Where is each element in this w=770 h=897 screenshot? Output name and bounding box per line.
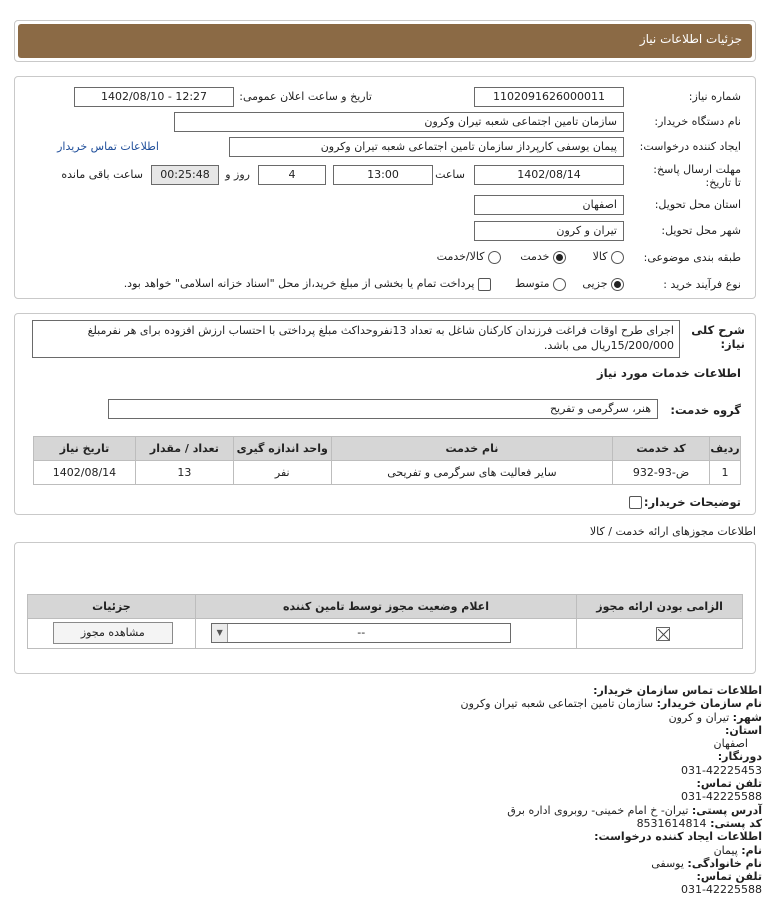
- need-number-label: شماره نیاز:: [688, 90, 741, 103]
- creator-family-label: نام خانوادگی:: [687, 856, 762, 870]
- contact-info: [2, 684, 762, 897]
- purchase-type-minor[interactable]: جزیی: [582, 277, 624, 291]
- buyer-org-field: سازمان تامین اجتماعی شعبه تیران وکرون: [174, 112, 624, 132]
- disabled-checkbox-icon: [656, 627, 670, 641]
- announce-datetime-field: 1402/08/10 - 12:27: [74, 87, 234, 107]
- category-option-service[interactable]: خدمت: [520, 250, 566, 264]
- buyer-postal: 8531614814: [636, 816, 707, 830]
- items-table: [33, 436, 741, 485]
- treasury-payment-option[interactable]: پرداخت تمام یا بخشی از مبلغ خرید،از محل "اسناد خزانه اسلامی" خواهد بود.: [124, 277, 491, 291]
- remaining-time-label: ساعت باقی مانده: [61, 168, 143, 181]
- view-permit-button[interactable]: مشاهده مجوز: [53, 622, 173, 644]
- buyer-org-name-label: نام سازمان خریدار:: [656, 697, 762, 711]
- buyer-org-name: سازمان تامین اجتماعی شعبه تیران وکرون: [460, 697, 654, 711]
- radio-icon: [553, 278, 566, 291]
- creator-family: یوسفی: [651, 856, 684, 870]
- summary-text-field: اجرای طرح اوقات فراغت فرزندان کارکنان شاغل به تعداد 13نفروحداکث مبلغ پرداختی با احتساب ارزش افزوده برای هر نفرمبلغ 15/200/000ریال می باشد.: [32, 320, 680, 358]
- column-header: نام خدمت: [331, 437, 612, 461]
- column-header: تعداد / مقدار: [135, 437, 233, 461]
- city-label: شهر محل تحویل:: [661, 224, 741, 237]
- services-section-title: اطلاعات خدمات مورد نیاز: [597, 366, 741, 380]
- checkbox-icon: [478, 278, 491, 291]
- requester-field: پیمان یوسفی کارپرداز سازمان تامین اجتماعی شعبه تیران وکرون: [229, 137, 624, 157]
- permits-table: [27, 594, 743, 649]
- deadline-time-label: ساعت: [435, 168, 465, 181]
- buyer-notes-checkbox[interactable]: [629, 496, 642, 509]
- requester-label: ایجاد کننده درخواست:: [639, 140, 741, 153]
- creator-name: پیمان: [713, 843, 738, 857]
- permits-table-header: [28, 595, 743, 619]
- purchase-type-label: نوع فرآیند خرید :: [663, 278, 741, 291]
- column-header: الزامی بودن ارائه مجوز: [577, 595, 743, 619]
- category-option-goods-service[interactable]: کالا/خدمت: [437, 250, 501, 264]
- creator-phone: 031-42225588: [681, 883, 762, 897]
- city-field: تیران و کرون: [474, 221, 624, 241]
- buyer-province-label: استان:: [725, 723, 762, 737]
- items-table-header: [34, 437, 741, 461]
- table-cell: نفر: [233, 461, 331, 485]
- buyer-postal-label: کد پستی:: [710, 816, 762, 830]
- permit-status-select[interactable]: -- ▼: [211, 623, 511, 643]
- buyer-phone-label: تلفن تماس:: [696, 777, 762, 791]
- deadline-label: مهلت ارسال پاسخ: تا تاریخ:: [653, 163, 741, 189]
- buyer-address: تیران- خ امام خمینی- روبروی اداره برق: [507, 803, 689, 817]
- need-info-panel: [14, 76, 756, 299]
- buyer-org-label: نام دستگاه خریدار:: [654, 115, 741, 128]
- category-option-goods[interactable]: کالا: [593, 250, 624, 264]
- page-title: جزئیات اطلاعات نیاز: [18, 24, 752, 58]
- radio-icon: [611, 251, 624, 264]
- table-cell: 1: [710, 461, 741, 485]
- buyer-address-label: آدرس پستی:: [691, 803, 762, 817]
- remaining-time-field: 00:25:48: [151, 165, 219, 185]
- table-row: [28, 619, 743, 649]
- buyer-province: اصفهان: [713, 737, 748, 751]
- deadline-days-field: 4: [258, 165, 326, 185]
- purchase-type-medium[interactable]: متوسط: [515, 277, 566, 291]
- buyer-contact-link[interactable]: اطلاعات تماس خریدار: [57, 140, 159, 153]
- buyer-fax-label: دورنگار:: [717, 750, 762, 764]
- table-row: [34, 461, 741, 485]
- service-group-label: گروه خدمت:: [670, 403, 741, 417]
- buyer-phone: 031-42225588: [681, 790, 762, 804]
- buyer-contact-title: اطلاعات تماس سازمان خریدار:: [593, 684, 762, 697]
- deadline-days-label: روز و: [225, 168, 250, 181]
- creator-phone-label: تلفن تماس:: [696, 870, 762, 884]
- chevron-down-icon: ▼: [212, 624, 228, 642]
- buyer-notes-label: توضیحات خریدار:: [643, 495, 741, 509]
- column-header: کد خدمت: [613, 437, 710, 461]
- table-cell: 13: [135, 461, 233, 485]
- column-header: واحد اندازه گیری: [233, 437, 331, 461]
- permit-details-cell: [28, 619, 196, 649]
- creator-contact-title: اطلاعات ایجاد کننده درخواست:: [594, 830, 762, 844]
- summary-label: شرح کلی نیاز:: [691, 323, 745, 351]
- radio-selected-icon: [611, 278, 624, 291]
- announce-datetime-label: تاریخ و ساعت اعلان عمومی:: [239, 90, 372, 103]
- deadline-date-field: 1402/08/14: [474, 165, 624, 185]
- column-header: اعلام وضعیت مجوز توسط تامین کننده: [195, 595, 576, 619]
- permit-status-cell: [195, 619, 576, 649]
- deadline-time-field: 13:00: [333, 165, 433, 185]
- category-label: طبقه بندی موضوعی:: [643, 251, 741, 264]
- permits-panel: [14, 542, 756, 674]
- column-header: جزئیات: [28, 595, 196, 619]
- table-cell: 1402/08/14: [34, 461, 136, 485]
- buyer-city: تیران و کرون: [668, 710, 730, 724]
- need-number-field: 1102091626000011: [474, 87, 624, 107]
- radio-selected-icon: [553, 251, 566, 264]
- radio-icon: [488, 251, 501, 264]
- table-cell: ض-93-932: [613, 461, 710, 485]
- page-header-frame: [14, 20, 756, 62]
- province-label: استان محل تحویل:: [654, 198, 741, 211]
- permit-required-cell: [577, 619, 743, 649]
- permits-section-title: اطلاعات مجوزهای ارائه خدمت / کالا: [589, 525, 756, 538]
- table-cell: سایر فعالیت های سرگرمی و تفریحی: [331, 461, 612, 485]
- province-field: اصفهان: [474, 195, 624, 215]
- column-header: تاریخ نیاز: [34, 437, 136, 461]
- creator-name-label: نام:: [741, 843, 762, 857]
- column-header: ردیف: [710, 437, 741, 461]
- buyer-city-label: شهر:: [732, 710, 762, 724]
- summary-panel: [14, 313, 756, 515]
- buyer-fax: 031-42225453: [681, 763, 762, 777]
- service-group-field: هنر، سرگرمی و تفریح: [108, 399, 658, 419]
